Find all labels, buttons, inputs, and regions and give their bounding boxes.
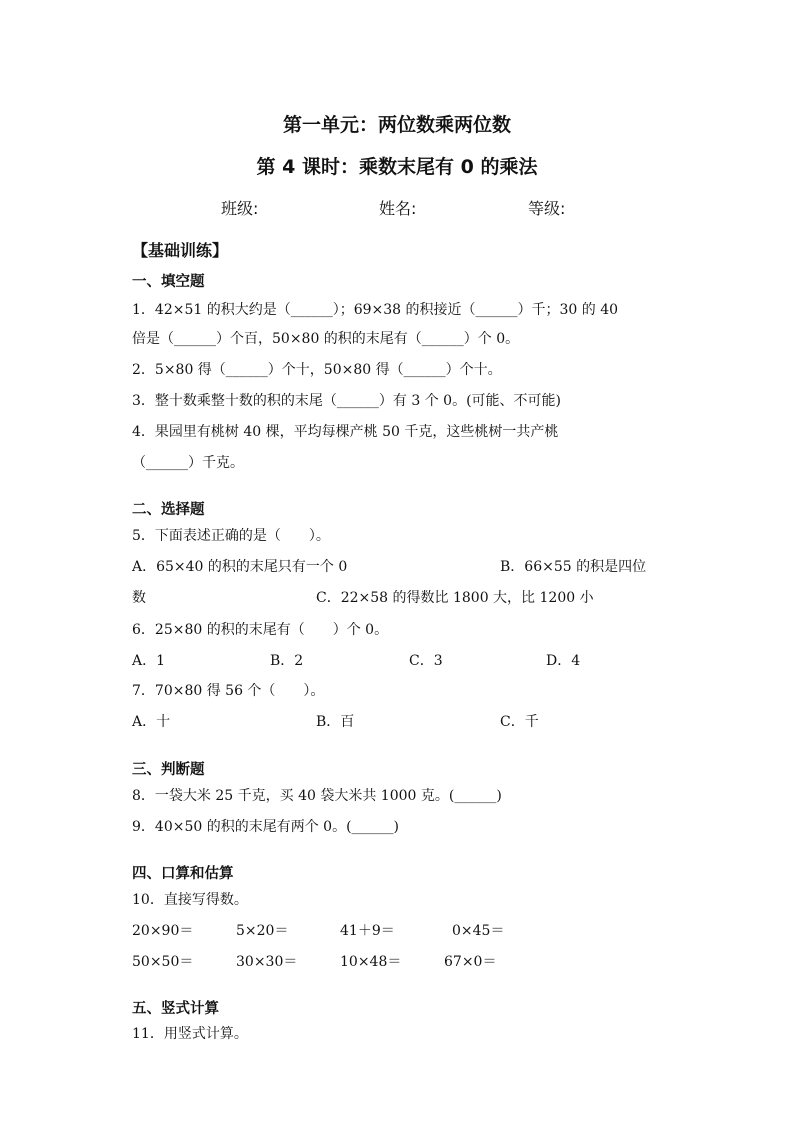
grade-label: 等级: — [528, 199, 566, 218]
oral-item: 41＋9＝ — [340, 923, 395, 939]
question-6-option-b: B．2 — [270, 653, 304, 669]
question-7-option-c: C．千 — [500, 714, 539, 730]
question-1-line-1: 1．42×51 的积大约是（______）；69×38 的积接近（______）千；30 的 40 — [132, 302, 619, 318]
question-6-option-a: A．1 — [132, 653, 166, 669]
question-4-line-1: 4．果园里有桃树 40 棵，平均每棵产桃 50 千克，这些桃树一共产桃 — [132, 424, 559, 440]
section-vertical-heading: 五、竖式计算 — [132, 1001, 219, 1017]
section-fill-heading: 一、填空题 — [132, 274, 205, 290]
question-5-option-b: B．66×55 的积是四位 — [500, 559, 647, 575]
question-6: 6．25×80 的积的末尾有（ ）个 0。 — [132, 622, 389, 638]
section-judge-heading: 三、判断题 — [132, 762, 205, 778]
question-7-option-a: A．十 — [132, 714, 171, 730]
oral-item: 20×90＝ — [132, 923, 194, 939]
question-11: 11．用竖式计算。 — [132, 1026, 248, 1042]
oral-item: 50×50＝ — [132, 954, 194, 970]
question-5-option-a: A．65×40 的积的末尾只有一个 0 — [132, 559, 348, 575]
question-5-option-b-continued: 数 — [132, 590, 146, 606]
page-title: 第一单元：两位数乘两位数 — [282, 114, 511, 136]
section-choice-heading: 二、选择题 — [132, 502, 205, 518]
basic-training-heading: 【基础训练】 — [132, 241, 229, 260]
name-label: 姓名: — [379, 199, 417, 218]
question-3: 3．整十数乘整十数的积的末尾（______）有 3 个 0。(可能、不可能) — [132, 393, 561, 409]
section-oral-heading: 四、口算和估算 — [132, 866, 234, 882]
question-5-option-c: C．22×58 的得数比 1800 大，比 1200 小 — [316, 590, 594, 606]
oral-item: 0×45＝ — [452, 923, 505, 939]
question-10: 10．直接写得数。 — [132, 892, 248, 908]
question-8: 8．一袋大米 25 千克，买 40 袋大米共 1000 克。(______) — [132, 788, 502, 804]
class-label: 班级: — [221, 199, 259, 218]
question-1-line-2: 倍是（______）个百，50×80 的积的末尾有（______）个 0。 — [132, 331, 520, 347]
question-5: 5．下面表述正确的是（ ）。 — [132, 528, 330, 544]
question-7-option-b: B．百 — [316, 714, 355, 730]
oral-item: 10×48＝ — [340, 954, 402, 970]
question-6-option-d: D．4 — [546, 653, 581, 669]
question-9: 9．40×50 的积的末尾有两个 0。(______) — [132, 819, 399, 835]
question-7: 7．70×80 得 56 个（ ）。 — [132, 683, 325, 699]
question-6-option-c: C．3 — [409, 653, 443, 669]
question-4-line-2: （______）千克。 — [132, 455, 244, 471]
lesson-subtitle: 第 4 课时：乘数末尾有 0 的乘法 — [256, 156, 538, 178]
oral-item: 67×0＝ — [444, 954, 497, 970]
oral-item: 5×20＝ — [236, 923, 289, 939]
question-2: 2．5×80 得（______）个十，50×80 得（______）个十。 — [132, 362, 502, 378]
oral-item: 30×30＝ — [236, 954, 298, 970]
